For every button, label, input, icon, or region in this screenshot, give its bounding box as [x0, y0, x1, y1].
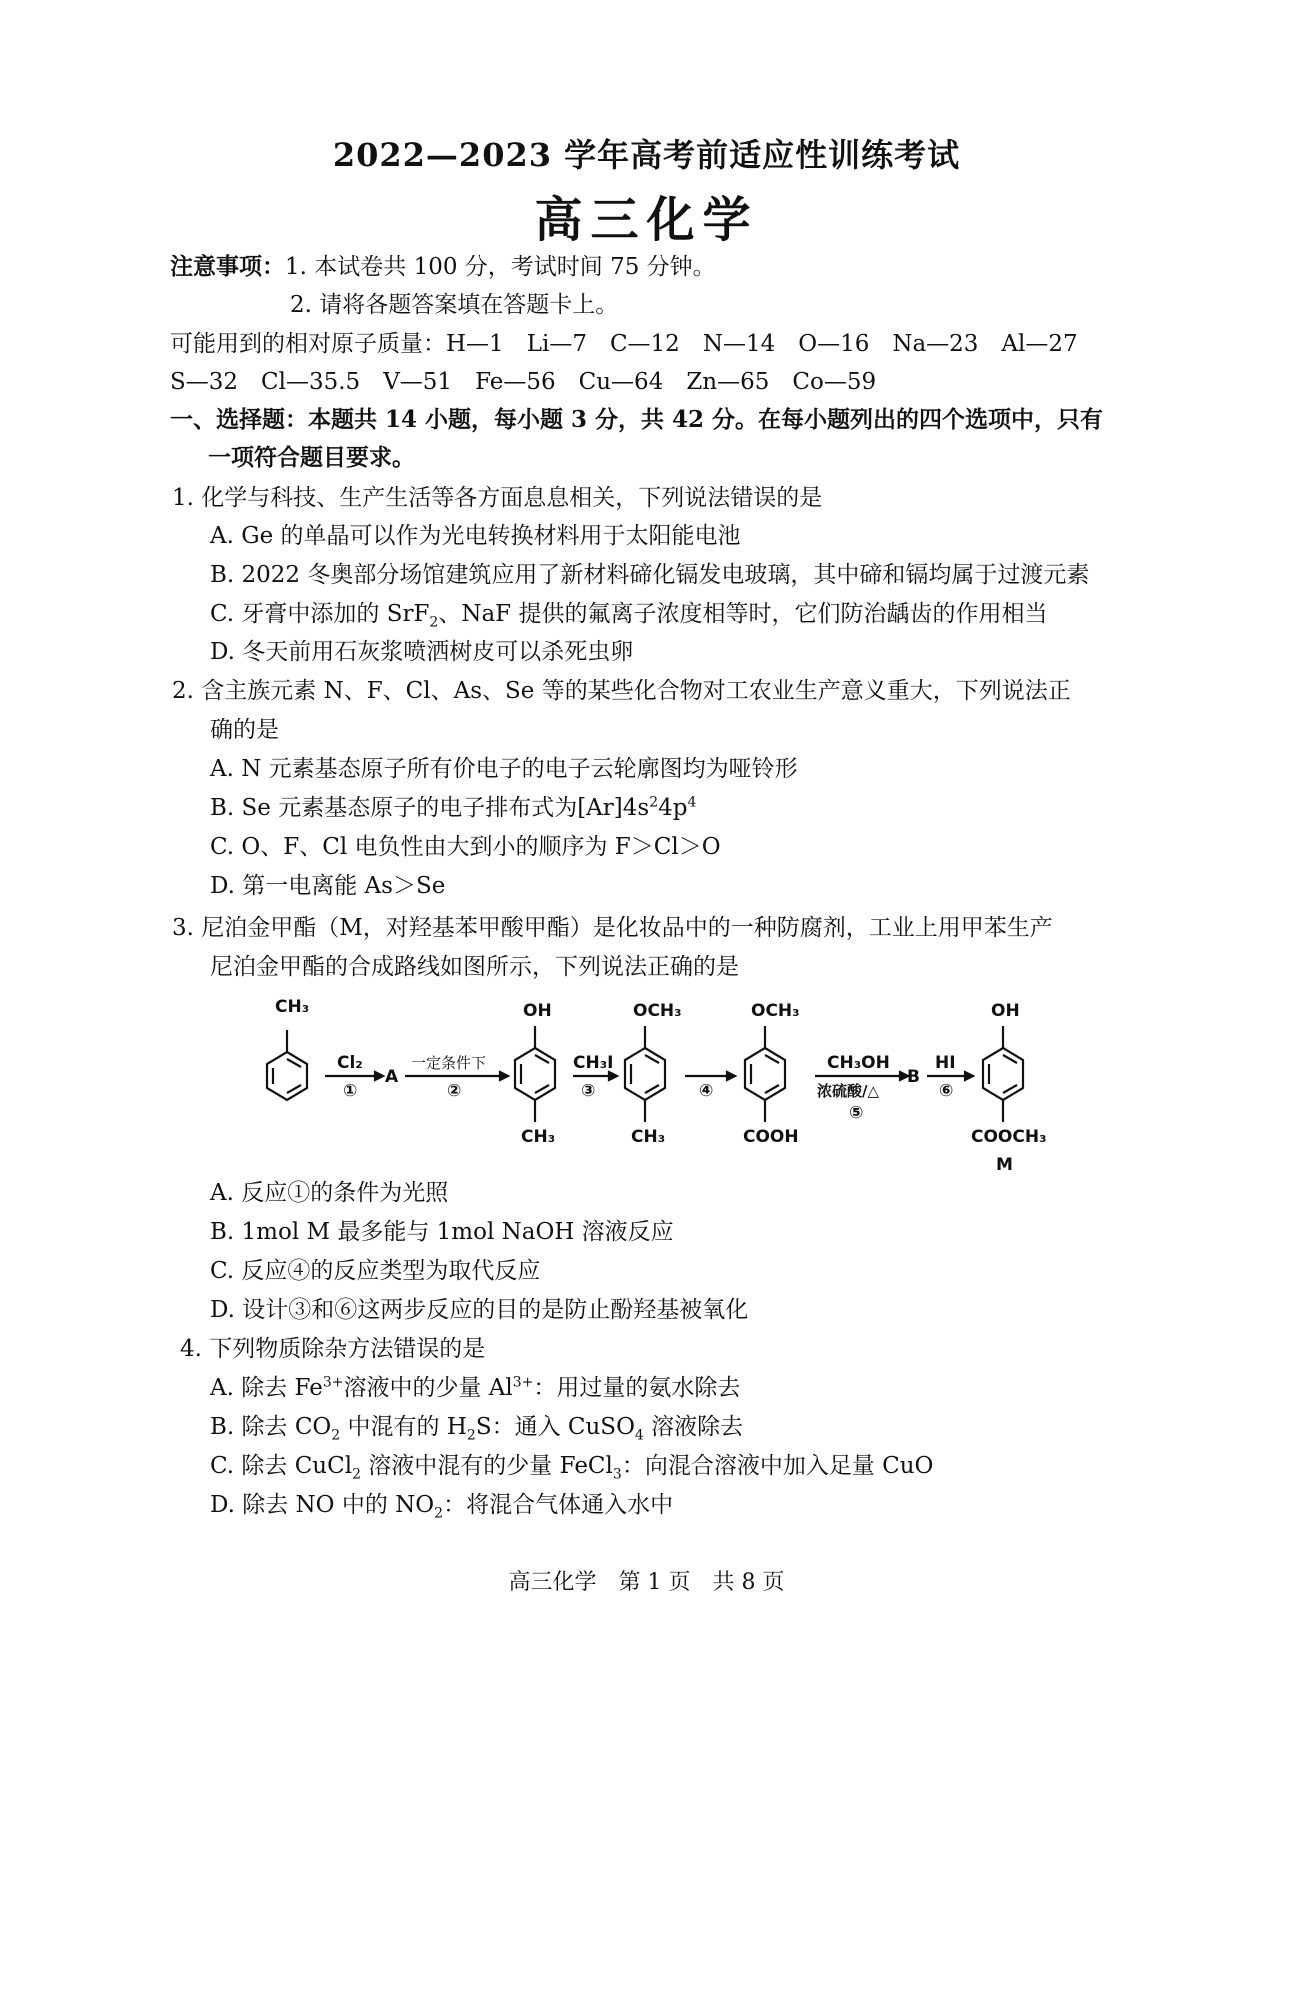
- product-m-label: M: [996, 1155, 1013, 1175]
- q4-c-sub-2: 3: [612, 1466, 622, 1483]
- step-4-number: ④: [699, 1081, 714, 1101]
- q3-option-c: C. 反应④的反应类型为取代反应: [210, 1258, 541, 1284]
- q2-option-b: [210, 793, 696, 823]
- q3-stem-line-1: 3. 尼泊金甲酯（M，对羟基苯甲酸甲酯）是化妆品中的一种防腐剂，工业上用甲苯生产: [172, 915, 1053, 941]
- q2-stem-line-2: 确的是: [210, 717, 279, 743]
- q4-b-text-2: 中混有的 H: [340, 1414, 467, 1440]
- q1-option-b: B. 2022 冬奥部分场馆建筑应用了新材料碲化镉发电玻璃，其中碲和镉均属于过渡元素: [210, 562, 1090, 588]
- intermediate-b: B: [907, 1067, 920, 1087]
- q4-option-d: [210, 1490, 673, 1520]
- q1-c-sub: 2: [429, 614, 439, 631]
- q4-c-text-1: C. 除去 CuCl: [210, 1453, 353, 1479]
- step-2-reagent: 一定条件下: [411, 1054, 487, 1072]
- q2-option-d: D. 第一电离能 As＞Se: [210, 873, 446, 899]
- notes-line-1: [170, 252, 716, 282]
- atomic-masses-line-1: 可能用到的相对原子质量：H—1 Li—7 C—12 N—14 O—16 Na—23 Al—27: [170, 331, 1078, 357]
- synthesis-scheme: [255, 992, 1075, 1180]
- methylated-och3: OCH₃: [633, 1001, 682, 1021]
- step-5-number: ⑤: [849, 1103, 864, 1123]
- section-heading-line-2: 一项符合题目要求。: [208, 444, 415, 471]
- q4-b-text-1: B. 除去 CO: [210, 1414, 332, 1440]
- q4-b-sub-1: 2: [331, 1427, 341, 1444]
- q2-option-a: A. N 元素基态原子所有价电子的电子云轮廓图均为哑铃形: [210, 756, 798, 782]
- notes-item-2: 2. 请将各题答案填在答题卡上。: [290, 292, 619, 318]
- methylated-ch3: CH₃: [631, 1127, 666, 1147]
- q4-c-text-3: ：向混合溶液中加入足量 CuO: [621, 1453, 934, 1479]
- q3-option-d: D. 设计③和⑥这两步反应的目的是防止酚羟基被氧化: [210, 1297, 749, 1323]
- product-oh: OH: [991, 1001, 1020, 1021]
- notes-item-1: 1. 本试卷共 100 分，考试时间 75 分钟。: [285, 254, 716, 280]
- q2-b-sup-1: 2: [649, 794, 659, 811]
- q4-b-sub-3: 4: [634, 1427, 644, 1444]
- subject-title: 高三化学: [534, 192, 759, 248]
- q2-option-c: C. O、F、Cl 电负性由大到小的顺序为 F＞Cl＞O: [210, 834, 721, 860]
- exam-title: 2022—2023 学年高考前适应性训练考试: [332, 136, 961, 174]
- q4-a-text-3: ：用过量的氨水除去: [533, 1375, 741, 1401]
- step-1-number: ①: [343, 1081, 358, 1101]
- q3-stem-line-2: 尼泊金甲酯的合成路线如图所示，下列说法正确的是: [210, 954, 739, 980]
- q1-option-d: D. 冬天前用石灰浆喷洒树皮可以杀死虫卵: [210, 639, 634, 665]
- p-cresol-oh: OH: [523, 1001, 552, 1021]
- step-6-reagent: HI: [935, 1053, 956, 1073]
- q4-d-text-1: D. 除去 NO 中的 NO: [210, 1492, 435, 1518]
- step-5-reagent: CH₃OH: [827, 1053, 890, 1073]
- product-cooch3: COOCH₃: [971, 1127, 1047, 1147]
- step-2-number: ②: [447, 1081, 462, 1101]
- step-1-reagent: Cl₂: [337, 1053, 363, 1073]
- q4-d-sub: 2: [434, 1505, 444, 1522]
- step-3-reagent: CH₃I: [573, 1053, 614, 1073]
- q4-b-sub-2: 2: [466, 1427, 476, 1444]
- q1-option-a: A. Ge 的单晶可以作为光电转换材料用于太阳能电池: [210, 523, 741, 549]
- q4-option-b: [210, 1412, 743, 1442]
- step-5-conditions: 浓硫酸/△: [817, 1082, 880, 1100]
- q2-b-text-1: B. Se 元素基态原子的电子排布式为[Ar]4s: [210, 795, 650, 821]
- q2-b-text-2: 4p: [658, 795, 688, 821]
- q1-stem: 1. 化学与科技、生产生活等各方面息息相关，下列说法错误的是: [172, 485, 823, 511]
- intermediate-a: A: [385, 1067, 399, 1087]
- step-6-number: ⑥: [939, 1081, 954, 1101]
- q4-c-sub-1: 2: [352, 1466, 361, 1483]
- notes-label: 注意事项：: [170, 253, 285, 280]
- q4-d-text-2: ：将混合气体通入水中: [443, 1492, 674, 1518]
- q4-a-text-1: A. 除去 Fe: [210, 1375, 323, 1401]
- p-cresol-ch3: CH₃: [521, 1127, 556, 1147]
- q4-option-c: [210, 1451, 933, 1481]
- q4-c-text-2: 溶液中混有的少量 FeCl: [361, 1453, 613, 1479]
- toluene-ch3: CH₃: [275, 997, 310, 1017]
- q4-stem: 4. 下列物质除杂方法错误的是: [180, 1336, 486, 1362]
- q4-a-text-2: 溶液中的少量 Al: [343, 1375, 513, 1401]
- q1-c-text-2: 、NaF 提供的氟离子浓度相等时，它们防治龋齿的作用相当: [438, 601, 1048, 627]
- atomic-masses-line-2: S—32 Cl—35.5 V—51 Fe—56 Cu—64 Zn—65 Co—59: [170, 369, 877, 395]
- q4-b-text-3: S：通入 CuSO: [475, 1414, 635, 1440]
- page-footer: 高三化学 第 1 页 共 8 页: [508, 1570, 785, 1595]
- q4-option-a: [210, 1373, 740, 1403]
- q3-option-a: A. 反应①的条件为光照: [210, 1180, 449, 1206]
- q4-a-sup-1: 3+: [322, 1374, 344, 1391]
- q1-c-text-1: C. 牙膏中添加的 SrF: [210, 601, 430, 627]
- q2-b-sup-2: 4: [687, 794, 697, 811]
- q2-stem-line-1: 2. 含主族元素 N、F、Cl、As、Se 等的某些化合物对工农业生产意义重大，下列说法正: [172, 678, 1071, 704]
- q4-b-text-4: 溶液除去: [643, 1414, 744, 1440]
- section-heading-line-1: 一、选择题：本题共 14 小题，每小题 3 分，共 42 分。在每小题列出的四个选项中，只有: [170, 406, 1104, 433]
- step-3-number: ③: [581, 1081, 596, 1101]
- acid-cooh: COOH: [743, 1127, 799, 1147]
- acid-och3: OCH₃: [751, 1001, 800, 1021]
- q3-option-b: B. 1mol M 最多能与 1mol NaOH 溶液反应: [210, 1219, 674, 1245]
- q1-option-c: [210, 599, 1047, 629]
- q4-a-sup-2: 3+: [512, 1374, 534, 1391]
